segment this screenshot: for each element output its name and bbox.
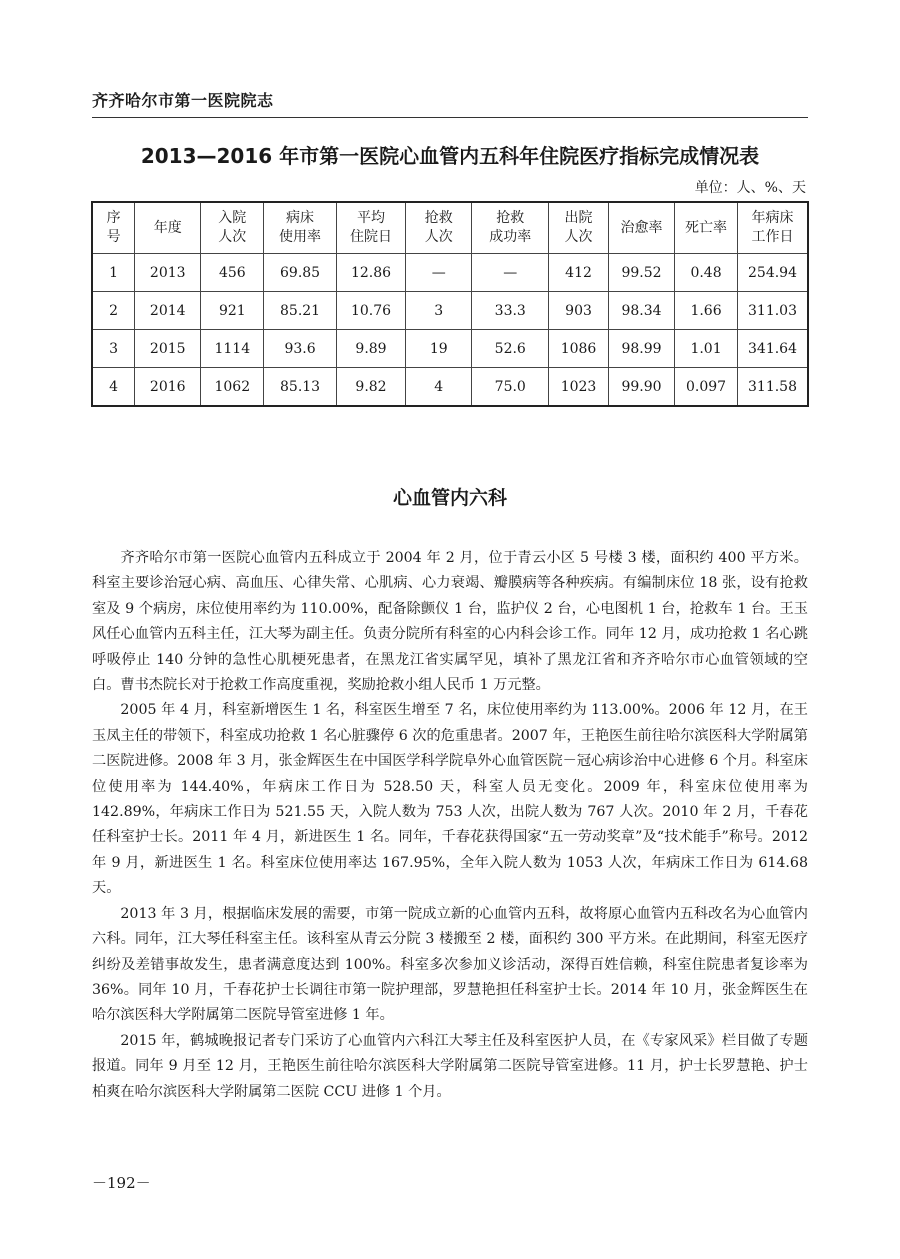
header-cell: 序 号 [92,202,135,254]
table-cell: 1114 [201,330,264,368]
table-cell: 93.6 [264,330,337,368]
table-cell: 2014 [135,292,201,330]
header-rule [92,117,808,118]
table-cell: 3 [92,330,135,368]
body-paragraph: 2015 年，鹤城晚报记者专门采访了心血管内六科江大琴主任及科室医护人员，在《专家风采》栏目做了专题报道。同年 9 月至 12 月，王艳医生前往哈尔滨医科大学附属第二医院导管室进修。11 月，护士长罗慧艳、护士柏爽在哈尔滨医科大学附属第二医院 CCU 进修 1 个月。 [92,1032,808,1100]
table-cell: 85.21 [264,292,337,330]
table-cell: 19 [406,330,472,368]
table-cell: 75.0 [472,368,549,407]
table-cell: 0.097 [675,368,738,407]
table-cell: 98.34 [608,292,674,330]
running-header: 齐齐哈尔市第一医院院志 [92,91,274,110]
table-cell: 98.99 [608,330,674,368]
table-cell: 12.86 [336,254,405,292]
table-cell: — [472,254,549,292]
table-cell: 2 [92,292,135,330]
header-cell: 抢救 成功率 [472,202,549,254]
table-cell: 1062 [201,368,264,407]
table-row [92,254,808,292]
table-cell: 4 [406,368,472,407]
table-cell: 85.13 [264,368,337,407]
table-cell: 341.64 [738,330,808,368]
header-cell: 入院 人次 [201,202,264,254]
table-cell: 2016 [135,368,201,407]
table-cell: 1 [92,254,135,292]
body-paragraph: 2005 年 4 月，科室新增医生 1 名，科室医生增至 7 名，床位使用率约为 113.00%。2006 年 12 月，在王玉凤主任的带领下，科室成功抢救 1 名心脏骤停 6 次的危重患者。2007 年，王艳医生前往哈尔滨医科大学附属第二医院进修。2008 年 3 月，张金辉医生在中国医学科学院阜外心血管医院－冠心病诊治中心进修 6 个月。科室床位使用率为 144.40%，年病床工作日为 528.50 天，科室人员无变化。2009 年，科室床位使用率为 142.89%，年病床工作日为 521.55 天，入院人数为 753 人次，出院人数为 767 人次。2010 年 2 月，千春花任科室护士长。2011 年 4 月，新进医生 1 名。同年，千春花获得国家“五一劳动奖章”及“技术能手”称号。2012 年 9 月，新进医生 1 名。科室床位使用率达 167.95%，全年入院人数为 1053 人次，年病床工作日为 614.68 天。 [92,702,808,897]
table-title: 2013—2016 年市第一医院心血管内五科年住院医疗指标完成情况表 [140,144,760,168]
table-unit: 单位：人、%、天 [694,180,806,196]
table-header-row [92,202,808,254]
header-cell: 年度 [135,202,201,254]
table-cell: 311.03 [738,292,808,330]
table-cell: 9.82 [336,368,405,407]
page-number: －192－ [92,1174,151,1192]
table-cell: — [406,254,472,292]
table-row [92,368,808,407]
table-cell: 903 [549,292,609,330]
table-cell: 456 [201,254,264,292]
table-cell: 412 [549,254,609,292]
table-cell: 10.76 [336,292,405,330]
table-cell: 311.58 [738,368,808,407]
body-paragraph: 2013 年 3 月，根据临床发展的需要，市第一院成立新的心血管内五科，故将原心血管内五科改名为心血管内六科。同年，江大琴任科室主任。该科室从青云分院 3 楼搬至 2 楼，面积约 300 平方米。在此期间，科室无医疗纠纷及差错事故发生，患者满意度达到 100%。科室多次参加义诊活动，深得百姓信赖，科室住院患者复诊率为 36%。同年 10 月，千春花护士长调往市第一院护理部，罗慧艳担任科室护士长。2014 年 10 月，张金辉医生在哈尔滨医科大学附属第二医院导管室进修 1 年。 [92,905,808,1024]
table-cell: 1.66 [675,292,738,330]
table-row [92,292,808,330]
header-cell: 年病床 工作日 [738,202,808,254]
table-cell: 1023 [549,368,609,407]
table-cell: 0.48 [675,254,738,292]
table-cell: 9.89 [336,330,405,368]
section-body [92,546,808,1105]
header-cell: 抢救 人次 [406,202,472,254]
header-cell: 治愈率 [608,202,674,254]
table-cell: 3 [406,292,472,330]
body-paragraph: 齐齐哈尔市第一医院心血管内五科成立于 2004 年 2 月，位于青云小区 5 号楼 3 楼，面积约 400 平方米。科室主要诊治冠心病、高血压、心律失常、心肌病、心力衰竭、瓣膜病等各种疾病。有编制床位 18 张，设有抢救室及 9 个病房，床位使用率约为 110.00%，配备除颤仪 1 台，监护仪 2 台，心电图机 1 台，抢救车 1 台。王玉风任心血管内五科主任，江大琴为副主任。负责分院所有科室的心内科会诊工作。同年 12 月，成功抢救 1 名心跳呼吸停止 140 分钟的急性心肌梗死患者，在黑龙江省实属罕见，填补了黑龙江省和齐齐哈尔市心血管领域的空白。曹书杰院长对于抢救工作高度重视，奖励抢救小组人民币 1 万元整。 [92,550,808,694]
table-cell: 99.90 [608,368,674,407]
table-cell: 921 [201,292,264,330]
header-cell: 平均 住院日 [336,202,405,254]
table-cell: 69.85 [264,254,337,292]
table-cell: 2013 [135,254,201,292]
header-cell: 死亡率 [675,202,738,254]
table-cell: 254.94 [738,254,808,292]
header-cell: 病床 使用率 [264,202,337,254]
header-cell: 出院 人次 [549,202,609,254]
table-cell: 1.01 [675,330,738,368]
table-cell: 52.6 [472,330,549,368]
table-cell: 1086 [549,330,609,368]
table-cell: 4 [92,368,135,407]
indicator-table [91,201,809,407]
table-cell: 99.52 [608,254,674,292]
table-cell: 2015 [135,330,201,368]
section-title: 心血管内六科 [392,487,507,509]
table-row [92,330,808,368]
table-cell: 33.3 [472,292,549,330]
